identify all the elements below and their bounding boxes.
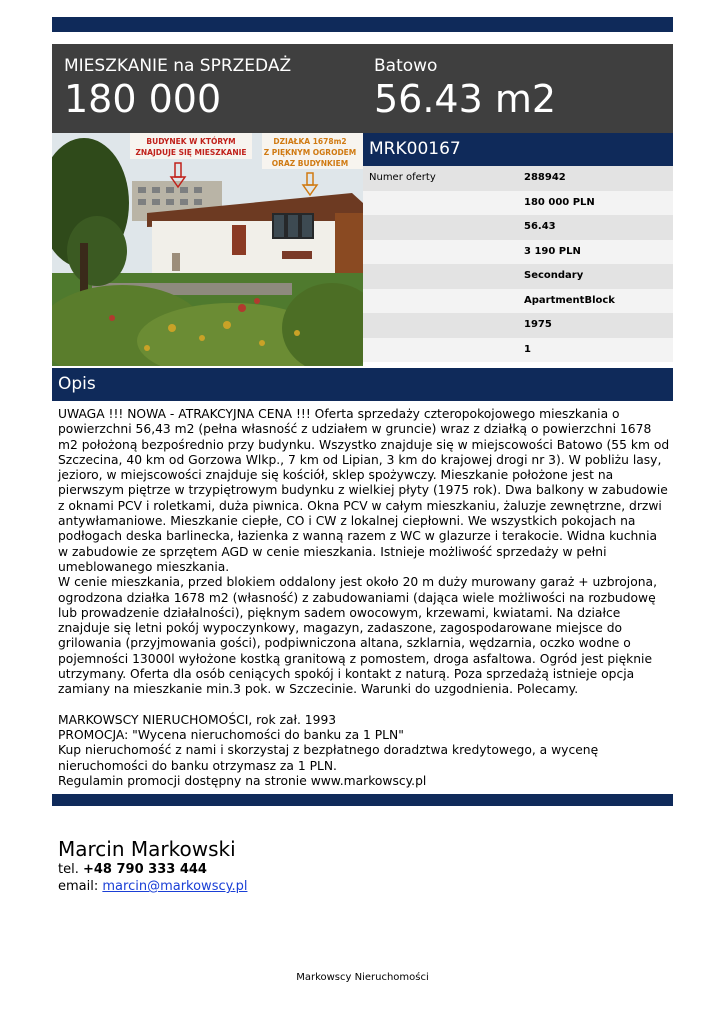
table-row [363, 338, 673, 363]
description-paragraph: W cenie mieszkania, przed blokiem oddalony jest około 20 m duży murowany garaż + uzbrojona, ogrodzona działka 1678 m2 (własność) z zabudowaniami (dająca wiele możliwości na rozbudowę lub prowadzenie działalności), pięknym sadem owocowym, krzewami, kwiatami. Na działce znajduje się letni pokój wypoczynkowy, magazyn, zadaszone, zagospodarowane miejsce do grilowania (przyjmowania gości), podpiwniczona altana, szklarnia, wędzarnia, oczko wodne o pojemności 13000l wyłożone kostką granitową z pomostem, droga asfaltowa. Ogród jest pięknie utrzymany. Oferta dla osób ceniących spokój i kontakt z naturą. Poza sprzedażą istnieje opcja zamiany na mieszkanie min.3 pok. w Szczecinie. Warunki do uzgodnienia. Polecamy. [58, 575, 657, 697]
detail-value: 56.43 [524, 221, 556, 232]
details-table [363, 166, 673, 362]
agent-phone[interactable]: +48 790 333 444 [82, 862, 207, 877]
table-row [363, 264, 673, 289]
photo-caption-right-1: DZIAŁKA 1678m2 [273, 137, 347, 146]
photo-caption-left-1: BUDYNEK W KTÓRYM [146, 137, 236, 146]
phone-label: tel. [58, 862, 79, 877]
description-paragraph: MARKOWSCY NIERUCHOMOŚCI, rok zał. 1993 [58, 712, 337, 727]
detail-value: Secondary [524, 270, 584, 281]
detail-value: ApartmentBlock [524, 294, 615, 306]
agent-contact [58, 837, 247, 895]
detail-label [363, 313, 518, 338]
description-paragraph: Regulamin promocji dostępny na stronie www.markowscy.pl [58, 773, 427, 788]
listing-header [52, 44, 673, 133]
property-photo [52, 133, 363, 366]
email-label: email: [58, 879, 99, 894]
photo-caption-right-2: Z PIĘKNYM OGRODEM [263, 148, 357, 157]
detail-value: 288942 [524, 172, 566, 183]
header-left [64, 56, 291, 122]
detail-label [363, 264, 518, 289]
detail-label [363, 215, 518, 240]
agent-phone-line [58, 861, 247, 878]
detail-value: 3 190 PLN [524, 245, 581, 257]
detail-value: 1975 [524, 319, 552, 330]
reference-code: MRK00167 [363, 133, 673, 166]
top-divider-bar [52, 17, 673, 32]
agent-name: Marcin Markowski [58, 837, 236, 861]
photo-caption-right-3: ORAZ BUDYNKIEM [271, 159, 349, 168]
agent-email-link[interactable]: marcin@markowscy.pl [102, 879, 248, 894]
description-paragraph: Kup nieruchomość z nami i skorzystaj z bezpłatnego doradztwa kredytowego, a wycenę nieruchomości do banku otrzymasz za 1 PLN. [58, 743, 599, 773]
description-paragraph: UWAGA !!! NOWA - ATRAKCYJNA CENA !!! Oferta sprzedaży czteropokojowego mieszkania o powierzchni 56,43 m2 (pełna własność z udziałem w gruncie) wraz z działką o powierzchni 1678 m2 położoną bezpośrednio przy budynku. Wszystko znajduje się w miejscowości Batowo (55 km od Szczecina, 40 km od Gorzowa Wlkp., 7 km od Lipian, 3 km do krajowej drogi nr 3). W pobliżu lasy, jezioro, w miejscowości znajduje się kościół, sklep spożywczy. Mieszkanie położone jest na pierwszym piętrze w trzypiętrowym budynku z wielkiej płyty (1975 rok). Dwa balkony w zabudowie z oknami PCV i roletkami, duża piwnica. Okna PCV w całym mieszkaniu, żaluzje zewnętrzne, drzwi antywłamaniowe. Mieszkanie ciepłe, CO i CW z lokalnej ciepłowni. We wszystkich pokojach na podłogach deska barlinecka, łazienka z wanną razem z WC w glazurze i terakocie. Widna kuchnia w zabudowie ze sprzętem AGD w cenie mieszkania. Istnieje możliwość sprzedaży w pełni umeblowanego mieszkania. [58, 407, 670, 574]
detail-label [363, 240, 518, 265]
agent-email-line [58, 878, 247, 895]
detail-value: 180 000 PLN [524, 196, 595, 208]
listing-price: 180 000 [64, 77, 222, 121]
bottom-divider-bar [52, 794, 673, 806]
header-right [374, 56, 556, 122]
table-row [363, 313, 673, 338]
listing-type: MIESZKANIE na SPRZEDAŻ [64, 56, 292, 76]
detail-label [363, 289, 518, 314]
photo-caption-left-2: ZNAJDUJE SIĘ MIESZKANIE [135, 148, 247, 157]
description-paragraph: PROMOCJA: "Wycena nieruchomości do banku za 1 PLN" [58, 727, 404, 742]
listing-location: Batowo [374, 56, 438, 76]
section-title-description: Opis [52, 368, 673, 401]
detail-value: 1 [524, 343, 531, 355]
listing-area: 56.43 m2 [374, 77, 557, 121]
detail-label: Numer oferty [369, 172, 436, 183]
table-row [363, 191, 673, 216]
table-row [363, 215, 673, 240]
paragraph-spacer [58, 698, 670, 713]
description-text [58, 407, 670, 789]
table-row [363, 289, 673, 314]
table-row [363, 166, 673, 191]
table-row [363, 240, 673, 265]
detail-label [363, 191, 518, 216]
footer-company: Markowscy Nieruchomości [296, 972, 429, 983]
detail-label [363, 338, 518, 363]
